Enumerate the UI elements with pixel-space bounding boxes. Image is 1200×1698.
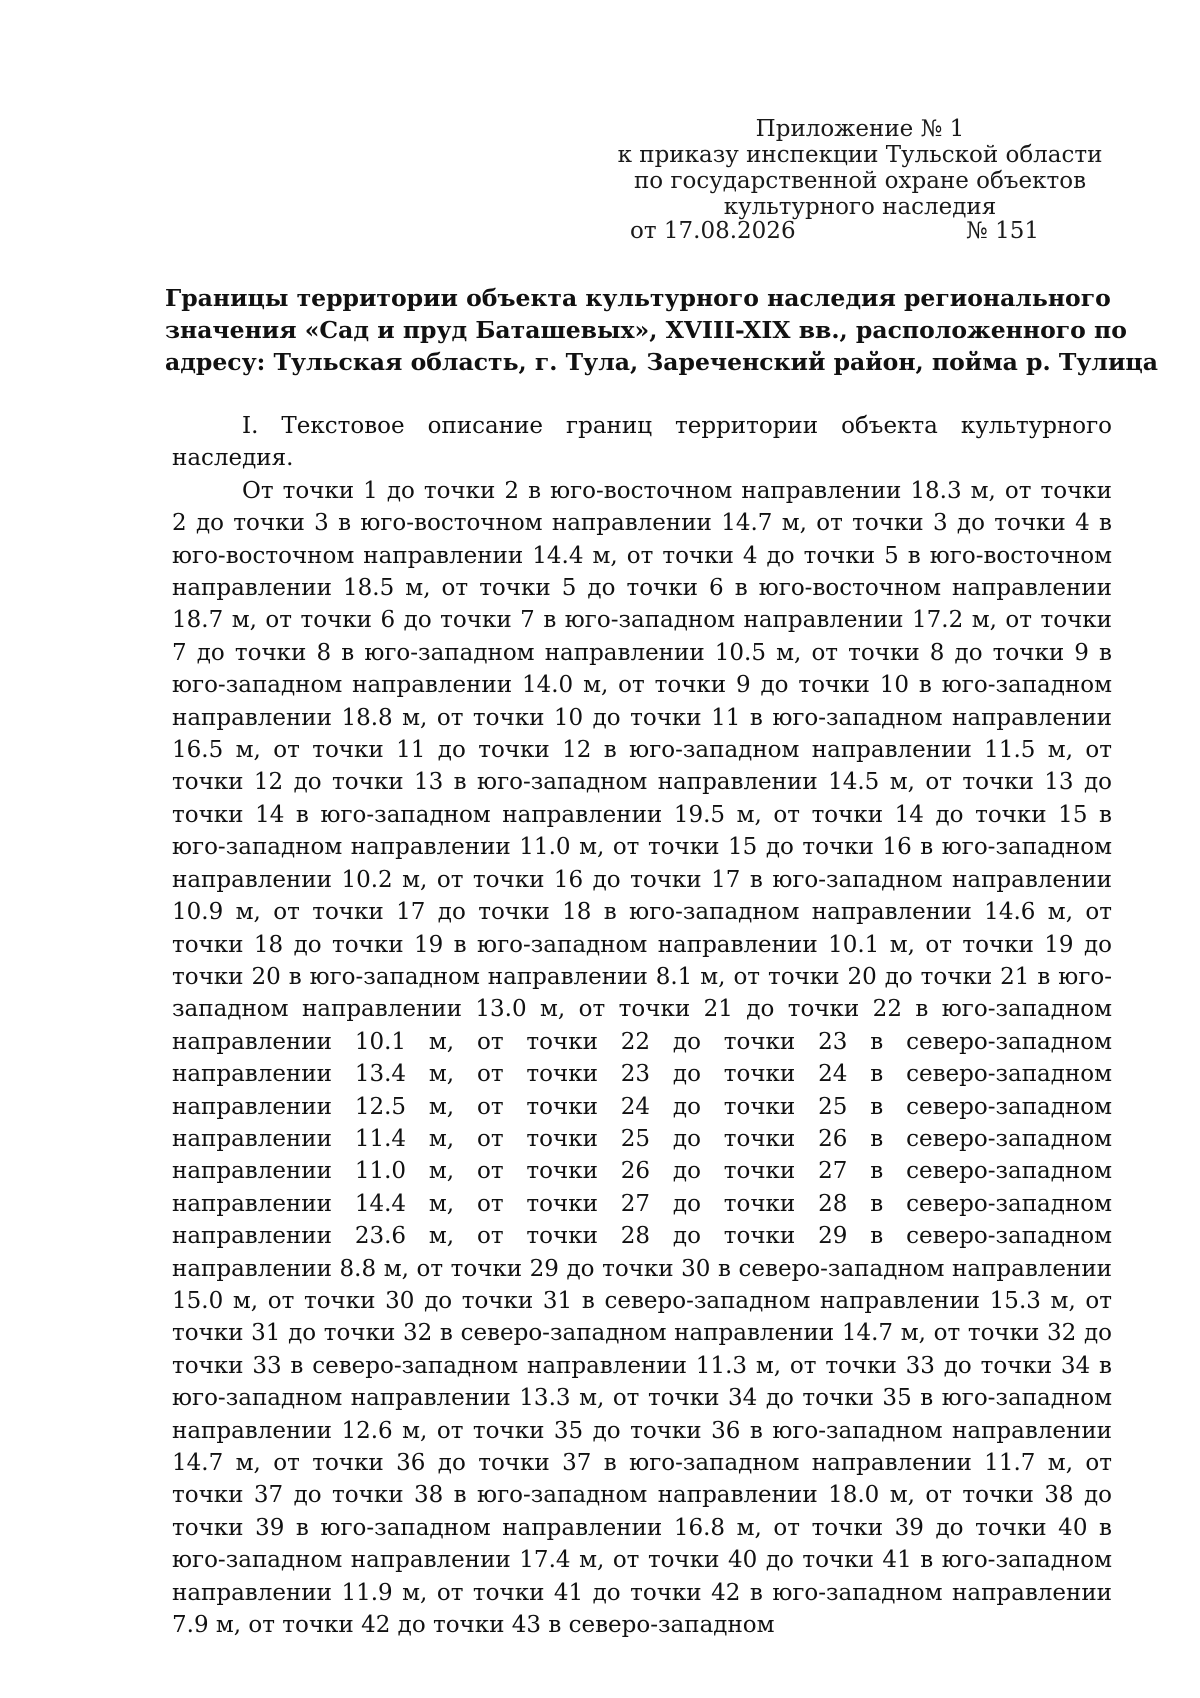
- section-heading: I. Текстовое описание границ территории объекта культурного наследия.: [172, 413, 1112, 472]
- document-title: [165, 282, 1158, 378]
- document-body: [172, 410, 1112, 1641]
- appendix-label: Приложение № 1: [755, 116, 965, 142]
- title-line-1: Границы территории объекта культурного наследия регионального: [165, 284, 1111, 312]
- appendix-order-ref: к приказу инспекции Тульской области: [617, 142, 1103, 168]
- order-number: № 151: [966, 218, 1039, 244]
- title-line-2: значения «Сад и пруд Баташевых», XVIII-XIX вв., расположенного по: [165, 316, 1127, 344]
- boundary-description: От точки 1 до точки 2 в юго-восточном направлении 18.3 м, от точки 2 до точки 3 в юго-восточном направлении 14.7 м, от точки 3 до точки 4 в юго-восточном направлении 14.4 м, от точки 4 до точки 5 в юго-восточном направлении 18.5 м, от точки 5 до точки 6 в юго-восточном направлении 18.7 м, от точки 6 до точки 7 в юго-западном направлении 17.2 м, от точки 7 до точки 8 в юго-западном направлении 10.5 м, от точки 8 до точки 9 в юго-западном направлении 14.0 м, от точки 9 до точки 10 в юго-западном направлении 18.8 м, от точки 10 до точки 11 в юго-западном направлении 16.5 м, от точки 11 до точки 12 в юго-западном направлении 11.5 м, от точки 12 до точки 13 в юго-западном направлении 14.5 м, от точки 13 до точки 14 в юго-западном направлении 19.5 м, от точки 14 до точки 15 в юго-западном направлении 11.0 м, от точки 15 до точки 16 в юго-западном направлении 10.2 м, от точки 16 до точки 17 в юго-западном направлении 10.9 м, от точки 17 до точки 18 в юго-западном направлении 14.6 м, от точки 18 до точки 19 в юго-западном направлении 10.1 м, от точки 19 до точки 20 в юго-западном направлении 8.1 м, от точки 20 до точки 21 в юго-западном направлении 13.0 м, от точки 21 до точки 22 в юго-западном направлении 10.1 м, от точки 22 до точки 23 в северо-западном направлении 13.4 м, от точки 23 до точки 24 в северо-западном направлении 12.5 м, от точки 24 до точки 25 в северо-западном направлении 11.4 м, от точки 25 до точки 26 в северо-западном направлении 11.0 м, от точки 26 до точки 27 в северо-западном направлении 14.4 м, от точки 27 до точки 28 в северо-западном направлении 23.6 м, от точки 28 до точки 29 в северо-западном направлении 8.8 м, от точки 29 до точки 30 в северо-западном направлении 15.0 м, от точки 30 до точки 31 в северо-западном направлении 15.3 м, от точки 31 до точки 32 в северо-западном направлении 14.7 м, от точки 32 до точки 33 в северо-западном направлении 11.3 м, от точки 33 до точки 34 в юго-западном направлении 13.3 м, от точки 34 до точки 35 в юго-западном направлении 12.6 м, от точки 35 до точки 36 в юго-западном направлении 14.7 м, от точки 36 до точки 37 в юго-западном направлении 11.7 м, от точки 37 до точки 38 в юго-западном направлении 18.0 м, от точки 38 до точки 39 в юго-западном направлении 16.8 м, от точки 39 до точки 40 в юго-западном направлении 17.4 м, от точки 40 до точки 41 в юго-западном направлении 11.9 м, от точки 41 до точки 42 в юго-западном направлении 7.9 м, от точки 42 до точки 43 в северо-западном: [172, 477, 1112, 1639]
- appendix-order-ref-cont: по государственной охране объектов: [633, 168, 1087, 194]
- appendix-block: [600, 116, 1120, 220]
- order-date: от 17.08.2026: [630, 218, 796, 244]
- appendix-order-ref-end: культурного наследия: [723, 194, 997, 220]
- title-line-3: адресу: Тульская область, г. Тула, Зареченский район, пойма р. Тулица: [165, 348, 1158, 376]
